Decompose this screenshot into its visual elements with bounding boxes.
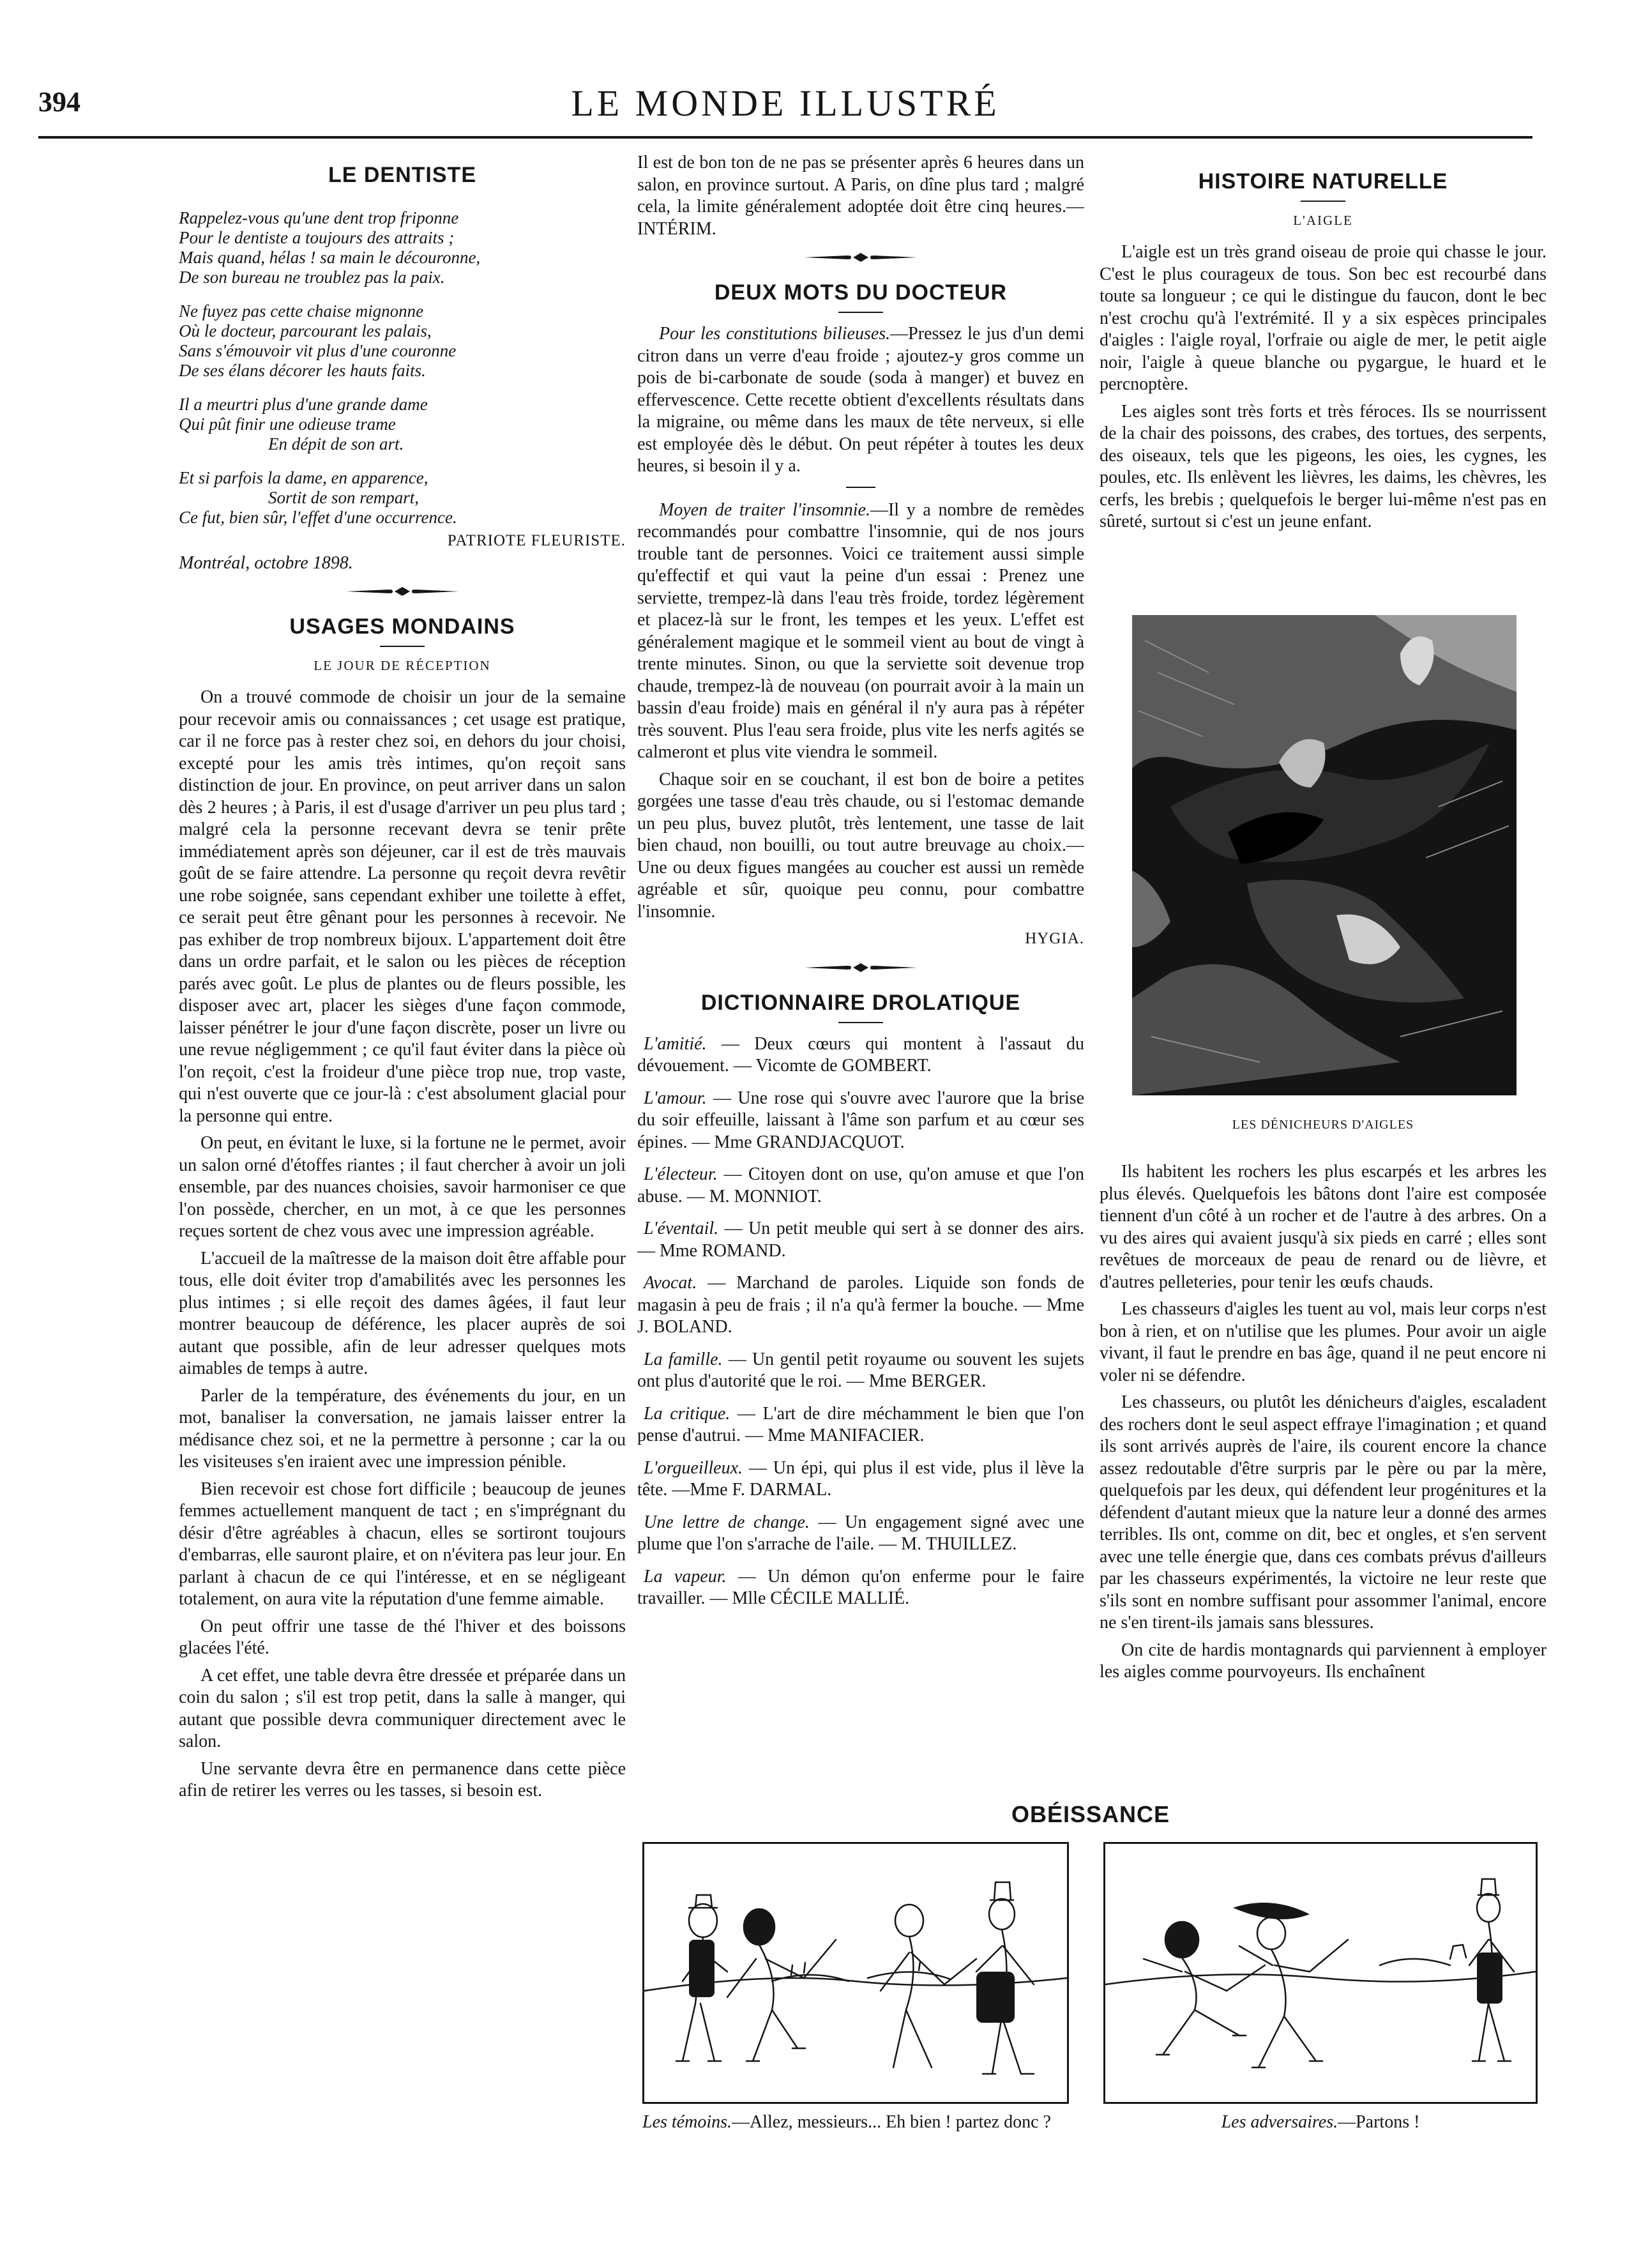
histoire-title: HISTOIRE NATURELLE [1198, 169, 1448, 194]
cartoon-panel-left [642, 1842, 1069, 2104]
histoire-paragraph: Ils habitent les rochers les plus escarpés et les arbres les plus élevés. Quelquefois les bâtons dont l'aire est composée tiennent d'un côté à un rocher et de l'autre à des arbres. On a vu des aires qui avaient jusqu'à six pieds en carré ; elles sont revêtues de morceaux de peau de renard ou de lièvre, et d'autres pelleteries, pour tenir les œufs chauds. [1100, 1162, 1547, 1292]
entry-author: BOLAND. [653, 1317, 732, 1337]
dictionnaire-entry [637, 1033, 1084, 1077]
caption-text: —Allez, messieurs... Eh bien ! partez donc ? [732, 2112, 1051, 2132]
docteur-paragraph [637, 323, 1084, 478]
entry-author: DARMAL. [749, 1480, 832, 1500]
eagle-engraving-image [1132, 615, 1517, 1095]
entry-term: L'éventail. [644, 1219, 719, 1238]
usages-paragraph: L'accueil de la maîtresse de la maison doit être affable pour tous, elle doit éviter trop d'amabilités avec les personnes les plus intimes ; si elle reçoit des dames âgées, il faut leur montrer beaucoup de déférence, les placer auprès de soi autant que possible, afin de leur adresser quelques mots aimables de temps à autre. [179, 1248, 626, 1378]
column-3-top [1100, 165, 1547, 538]
duel-adversaries-drawing [1105, 1844, 1536, 2102]
entry-author: BERGER. [911, 1371, 987, 1391]
entry-author: GOMBERT. [842, 1056, 932, 1076]
entry-text: — Marchand de paroles. Liquide son fonds de magasin à peu de frais ; il n'a qu'à fermer la bouche. — Mme J. [637, 1273, 1084, 1337]
dentiste-signature: PATRIOTE FLEURISTE. [447, 532, 626, 549]
ornament-divider [803, 962, 918, 973]
intro-text: Il est de bon ton de ne pas se présenter après 6 heures dans un salon, en province surtout. A Paris, on dîne plus tard ; malgré cela, la limite généralement adoptée doit être cinq heures.— [637, 153, 1084, 217]
cartoon-caption-right [1103, 2112, 1538, 2133]
docteur-text: —Pressez le jus d'un demi citron dans un verre d'eau froide ; ajoutez-y gros comme un pois de bi-carbonate de soude (soda à manger) et buvez en effervescence. Cette recette obtient d'excellents résultats dans la migraine, ou même dans les maux de tête nerveux, si elle est employée dès le début. On peut répéter à toutes les deux heures, si besoin il y a. [637, 324, 1084, 476]
entry-text: — Citoyen dont on use, qu'on amuse et que l'on abuse. — M. [637, 1164, 1084, 1206]
poem-stanza [179, 395, 626, 454]
dictionnaire-entry [637, 1088, 1084, 1154]
entry-term: La critique. [644, 1403, 730, 1424]
docteur-paragraph: Chaque soir en se couchant, il est bon de boire a petites gorgées une tasse d'eau très chaude, ou si l'estomac demande un peu plus, buvez plutôt, très lentement, une tasse de lait bien chaud, non bouilli, ou tout autre breuvage au choix.—Une ou deux figues mangées au coucher est aussi un remède agréable et sûr, quoique peu connu, pour combattre l'insomnie. [637, 769, 1084, 922]
usages-paragraph: Parler de la température, des événements du jour, en un mot, banaliser la conversation, ne jamais laisser entrer la médisance chez soi, et ne la permettre à personne ; car la ou les visiteuses s'en iraient avec une impression pénible. [179, 1385, 626, 1472]
entry-author: ROMAND. [702, 1240, 786, 1261]
dentiste-dateline: Montréal, octobre 1898. [179, 552, 353, 573]
usages-paragraph: On a trouvé commode de choisir un jour de la semaine pour recevoir amis ou connaissances ; cet usage est pratique, car il ne force pas à rester chez soi, en dehors du jour choisi, excepté pour les amis très intimes, qu'on reçoit sans distinction de jour. En province, on peut arriver dans un salon dès 2 heures ; à Paris, il est d'usage d'arriver un peu plus tard ; malgré cela la personne recevant devra se tenir prête immédiatement après son déjeuner, car il est de très mauvais goût de se faire attendre. La personne qu reçoit devra revêtir une robe soignée, sans cependant exhiber une toilette à effet, ce serait peut être gênant pour les personnes à recevoir. Ne pas exhiber de trop nombreux bijoux. L'appartement doit être dans un ordre parfait, et le salon ou les pièces de réception parés avec goût. Le plus de plantes ou de fleurs possible, les disposer avec art, placer les sièges d'une façon commode, laisser pénétrer le jour d'une façon discrète, poser un livre ou une revue négligemment ; ce qu'il faut éviter dans la pièce où l'on reçoit, c'est la froideur d'une pièce trop nue, trop vaste, qui n'est ouverte que ce jour-là : c'est absolument glacial pour la personne qui entre. [179, 687, 626, 1126]
poem-line: Sans s'émouvoir vit plus d'une couronne [179, 341, 457, 360]
usages-paragraph: On peut, en évitant le luxe, si la fortune ne le permet, avoir un salon orné d'étoffes riantes ; il faut chercher à avoir un joli ensemble, par des nuances choisies, savoir harmoniser ce que l'on possède, chercher, en un mot, à ce que les personnes reçues sortent de chez vous avec une impression agréable. [179, 1133, 626, 1241]
poem-line: Il a meurtri plus d'une grande dame [179, 395, 428, 414]
entry-author: GRANDJACQUOT. [756, 1132, 905, 1152]
column-3-bottom [1100, 1161, 1547, 1793]
usages-title: USAGES MONDAINS [289, 614, 515, 639]
eagle-illustration [1132, 615, 1517, 1095]
poem-line: Ne fuyez pas cette chaise mignonne [179, 301, 424, 321]
usages-paragraph: On peut offrir une tasse de thé l'hiver et des boissons glacées l'été. [179, 1616, 626, 1658]
intro-paragraph [637, 152, 1084, 240]
poem-line: Rappelez-vous qu'une dent trop friponne [179, 208, 459, 227]
entry-text: — Un engagement signé avec une plume que l'on s'arrache de l'aile. — M. [637, 1512, 1084, 1554]
poem-stanza [179, 301, 626, 381]
title-rule [1301, 201, 1345, 202]
histoire-paragraph: L'aigle est un très grand oiseau de proie qui chasse le jour. C'est le plus courageux de tous. Son bec est recourbé dans toute sa longueur ; ce qui le distingue du faucon, dont le bec n'est crochu qu'à l'extrémité. Il y a six espèces principales d'aigles : l'aigle royal, l'orfraie ou aigle de mer, le petit aigle noir, l'aigle à queue blanche ou pygargue, le huard et le percnoptère. [1100, 242, 1547, 394]
page-number: 394 [38, 86, 80, 118]
poem-line: Ce fut, bien sûr, l'effet d'une occurrence. [179, 508, 457, 527]
dictionnaire-entry [637, 1164, 1084, 1208]
cartoon-caption-left [642, 2112, 1069, 2133]
entry-text: — Un petit meuble qui sert à se donner des airs. — Mme [637, 1219, 1084, 1261]
short-rule [846, 487, 875, 488]
histoire-subtitle: L'AIGLE [1293, 213, 1353, 228]
usages-paragraph: Une servante devra être en permanence dans cette pièce afin de retirer les verres ou les tasses, si besoin est. [179, 1758, 626, 1800]
header-rule [38, 136, 1532, 139]
caption-lead: Les témoins. [642, 2112, 732, 2132]
dentiste-poem [179, 208, 626, 528]
dictionnaire-entry [637, 1218, 1084, 1262]
intro-signature: INTÉRIM. [637, 218, 716, 239]
dictionnaire-entry [637, 1272, 1084, 1339]
poem-line: Où le docteur, parcourant les palais, [179, 321, 432, 340]
docteur-lead: Moyen de traiter l'insomnie. [659, 499, 870, 520]
docteur-signature: HYGIA. [1025, 930, 1084, 947]
page-header [38, 82, 1532, 133]
cartoon-panel-right [1103, 1842, 1538, 2104]
poem-line: Mais quand, hélas ! sa main le découronne, [179, 248, 481, 267]
dentiste-title: LE DENTISTE [328, 163, 477, 187]
poem-line: Et si parfois la dame, en apparence, [179, 468, 428, 487]
poem-line: En dépit de son art. [268, 434, 404, 453]
entry-term: L'électeur. [644, 1164, 718, 1184]
poem-line: Qui pût finir une odieuse trame [179, 415, 396, 434]
entry-text: — L'art de dire méchamment le bien que l'on pense d'autrui. — Mme [637, 1403, 1084, 1445]
masthead: LE MONDE ILLUSTRÉ [571, 82, 1000, 124]
entry-term: L'orgueilleux. [644, 1457, 743, 1478]
column-1 [179, 158, 626, 2100]
entry-author: MONNIOT. [734, 1186, 822, 1206]
obeissance-title: OBÉISSANCE [1011, 1801, 1170, 1827]
dictionnaire-entry [637, 1349, 1084, 1393]
dictionnaire-entry [637, 1512, 1084, 1556]
entry-term: Avocat. [644, 1273, 697, 1293]
entry-text: — Un épi, qui plus il est vide, plus il lève la tête. —Mme F. [637, 1457, 1084, 1500]
column-2 [637, 152, 1084, 1736]
caption-text: —Partons ! [1338, 2112, 1420, 2132]
poem-line: Pour le dentiste a toujours des attraits ; [179, 228, 455, 247]
dictionnaire-title: DICTIONNAIRE DROLATIQUE [700, 990, 1021, 1015]
entry-text: — Une rose qui s'ouvre avec l'aurore que la brise du soir effeuille, laissant à l'âme son parfum et au cœur ses épines. — Mme [637, 1088, 1084, 1152]
poem-line: Sortit de son rempart, [268, 488, 419, 507]
entry-text: — Un gentil petit royaume ou souvent les sujets ont plus d'autorité que le roi. — Mme [637, 1349, 1084, 1391]
ornament-divider [803, 252, 918, 263]
entry-term: L'amour. [644, 1088, 707, 1108]
dictionnaire-entries [637, 1033, 1084, 1610]
docteur-paragraph [637, 499, 1084, 764]
entry-term: La famille. [644, 1349, 723, 1369]
entry-term: La vapeur. [644, 1566, 727, 1587]
title-rule [838, 1022, 883, 1023]
ornament-divider [345, 586, 460, 597]
duel-witnesses-drawing [644, 1844, 1067, 2102]
docteur-title: DEUX MOTS DU DOCTEUR [714, 280, 1008, 305]
poem-line: De ses élans décorer les hauts faits. [179, 361, 426, 380]
entry-text: — Un démon qu'on enferme pour le faire travailler. — Mlle [637, 1566, 1084, 1608]
dictionnaire-entry [637, 1566, 1084, 1610]
dictionnaire-entry [637, 1457, 1084, 1502]
poem-line: De son bureau ne troublez pas la paix. [179, 268, 445, 287]
docteur-lead: Pour les constitutions bilieuses. [659, 324, 891, 344]
caption-lead: Les adversaires. [1221, 2112, 1338, 2132]
histoire-paragraph: Les chasseurs d'aigles les tuent au vol, mais leur corps n'est bon à rien, et on n'utilise que les plumes. Pour avoir un aigle vivant, il faut le prendre en bas âge, quand il ne peut encore ni voler ni se défendre. [1100, 1299, 1547, 1385]
usages-subtitle: LE JOUR DE RÉCEPTION [314, 658, 491, 673]
entry-term: L'amitié. [644, 1033, 707, 1054]
docteur-text: —Il y a nombre de remèdes recommandés pour combattre l'insomnie, qui de nos jours trouble tant de personnes. Voici ce traitement aussi simple qu'effectif et qui vaut la peine d'un essai : Prenez une serviette, trempez-là dans l'eau très froide, tordez légèrement et placez-là sur le front, les tempes et les yeux. L'effet est généralement magique et le sommeil vient au bout de vingt à trente minutes. Sinon, ou que la serviette soit devenue trop chaude, trempez-là de nouveau (on pourrait avoir à la main un bassin d'eau froide) mais en général il n'y aura pas à répéter très souvent. Plus l'eau sera froide, plus vite les nerfs agités se calmeront et plus vite viendra le sommeil. [637, 499, 1084, 762]
title-rule [380, 646, 425, 647]
dictionnaire-entry [637, 1403, 1084, 1447]
entry-author: CÉCILE MALLIÉ. [770, 1588, 910, 1608]
title-rule [838, 312, 883, 313]
entry-term: Une lettre de change. [644, 1512, 810, 1532]
poem-stanza [179, 468, 626, 528]
entry-author: MANIFACIER. [810, 1426, 925, 1445]
entry-author: THUILLEZ. [926, 1534, 1017, 1554]
entry-text: — Deux cœurs qui montent à l'assaut du dévouement. — Vicomte de [637, 1033, 1084, 1076]
histoire-paragraph: Les aigles sont très forts et très féroces. Ils se nourrissent de la chair des poissons, des crabes, des tortues, des serpents, des oiseaux, tels que les pigeons, les oies, les cygnes, les poules, etc. Ils enlèvent les lièvres, les daims, les chèvres, les cerfs, les brebis ; quelquefois le berger lui-même n'est pas en sûreté, surtout si c'est un jeune enfant. [1100, 401, 1547, 531]
poem-stanza [179, 208, 626, 287]
usages-paragraph: A cet effet, une table devra être dressée et préparée dans un coin du salon ; s'il est trop petit, dans la salle à manger, qui autant que possible devra communiquer directement avec le salon. [179, 1665, 626, 1751]
histoire-paragraph: On cite de hardis montagnards qui parviennent à employer les aigles comme pourvoyeurs. Ils enchaînent [1100, 1640, 1547, 1682]
eagle-illustration-caption: LES DÉNICHEURS D'AIGLES [1232, 1118, 1414, 1132]
histoire-paragraph: Les chasseurs, ou plutôt les dénicheurs d'aigles, escaladent des rochers dont le seul aspect effraye l'imagination ; et quand ils sont arrivés auprès de l'aire, ils courent encore la chance assez redoutable d'être surpris par le père ou par la mère, quelquefois par les deux, qui défendent leur progénitures et la défendent d'autant mieux que la nature leur a donné des armes terribles. Ils ont, comme on dit, bec et ongles, et s'en servent avec une telle énergie que, dans ces combats prévus d'ailleurs par les chasseurs expérimentés, la victoire ne leur reste que s'ils sont en nombre suffisant pour assommer l'animal, encore ne s'en tirent-ils jamais sans blessures. [1100, 1392, 1547, 1633]
usages-paragraph: Bien recevoir est chose fort difficile ; beaucoup de jeunes femmes actuellement manquent de tact ; en s'imprégnant du désir d'être agréables à chacun, elles se sortiront toujours d'embarras, elle sauront plaire, et on n'évitera pas leur jour. En parlant à chacun de ce qui l'intéresse, et en se négligeant totalement, on aura vite la réputation d'une femme aimable. [179, 1479, 626, 1609]
